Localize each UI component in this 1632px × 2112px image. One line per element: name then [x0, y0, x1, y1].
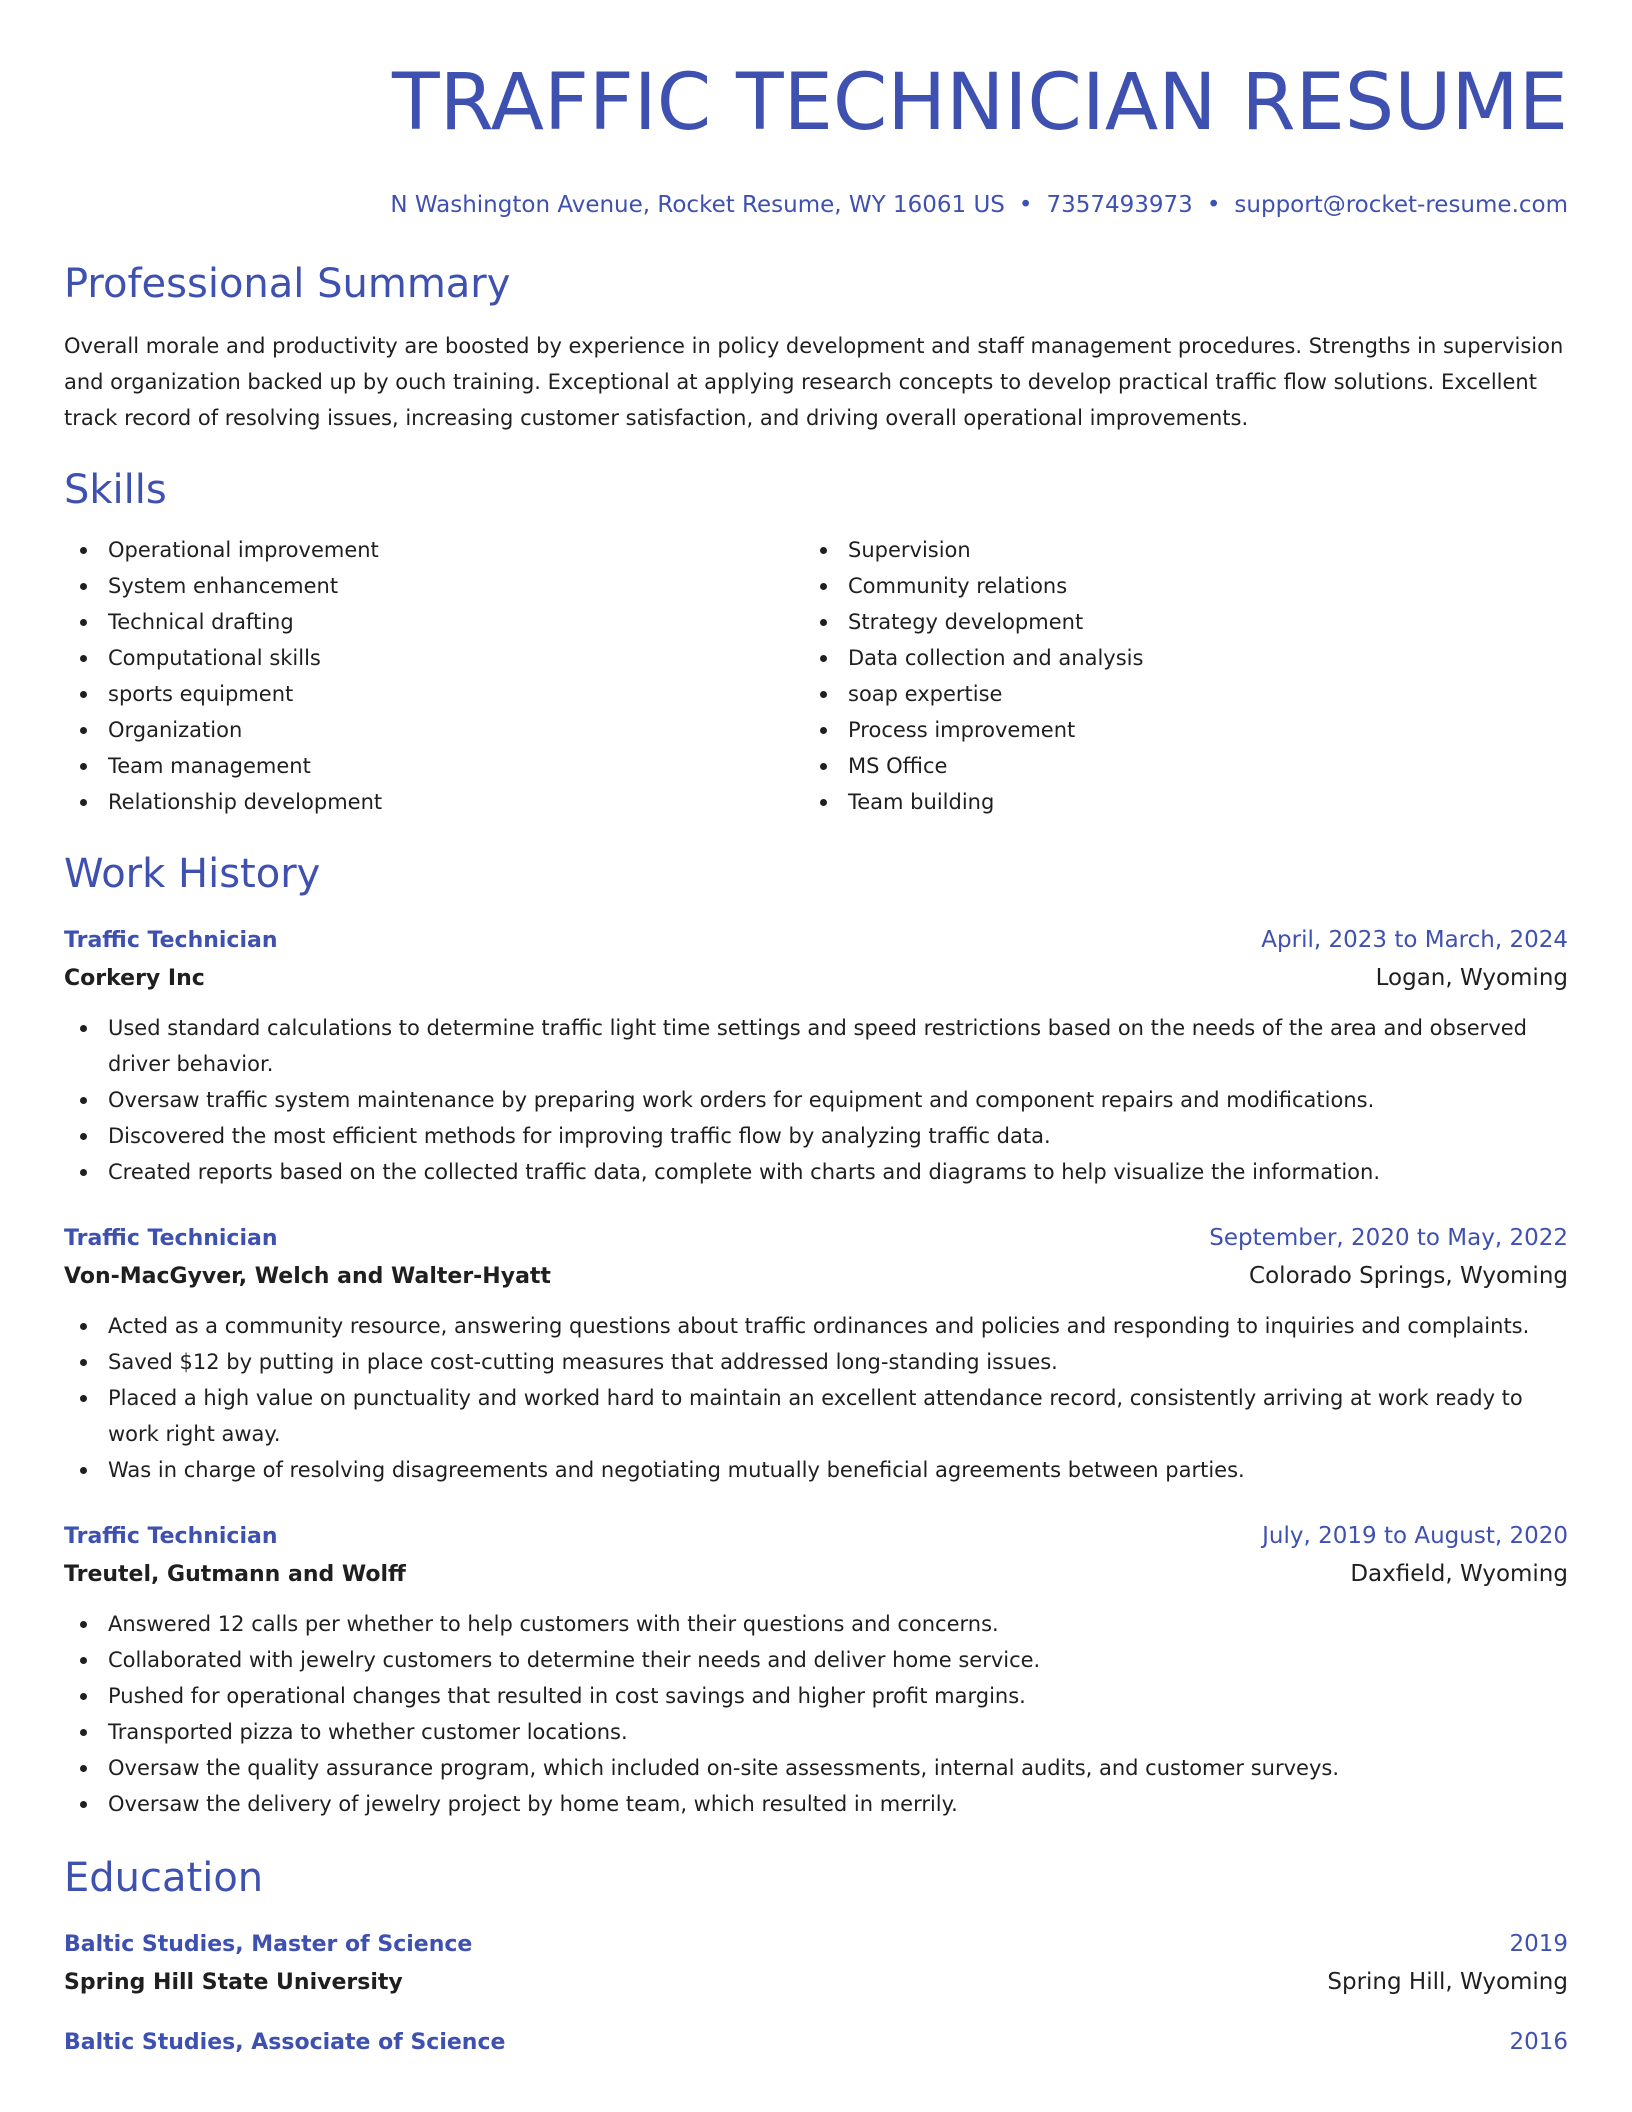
- job-company: Corkery Inc: [64, 966, 205, 991]
- education-degree-row: [64, 2024, 1568, 2061]
- skills-column-right: [804, 532, 1544, 820]
- skills-grid: [64, 532, 1568, 820]
- job-location: Daxfield, Wyoming: [1350, 1561, 1568, 1587]
- job-bullet: Created reports based on the collected traffic data, complete with charts and diagrams to help visualize the information.: [64, 1154, 1568, 1190]
- skill-item: Relationship development: [64, 784, 804, 820]
- job-entry: [64, 1518, 1568, 1822]
- education-entry: [64, 1926, 1568, 2002]
- education-school-row: [64, 1963, 1568, 2002]
- job-location: Logan, Wyoming: [1375, 965, 1568, 991]
- education-section: [64, 1852, 1568, 2061]
- section-heading: Education: [64, 1855, 264, 1901]
- job-bullet: Used standard calculations to determine traffic light time settings and speed restrictions based on the needs of the area and observed driver behavior.: [64, 1010, 1568, 1082]
- section-heading: Skills: [64, 467, 167, 513]
- summary-text: Overall morale and productivity are boosted by experience in policy development and staff management procedures. Strengths in supervision and organization backed up by ouch training. Exceptional at applying research concepts to develop practical traffic flow solutions. Excellent track record of resolving issues, increasing customer satisfaction, and driving overall operational improvements.: [64, 334, 1564, 430]
- job-location: Colorado Springs, Wyoming: [1249, 1263, 1568, 1289]
- skill-item: Team management: [64, 748, 804, 784]
- job-bullet: Collaborated with jewelry customers to determine their needs and deliver home service.: [64, 1642, 1568, 1678]
- contact-line: [64, 190, 1568, 220]
- education-location: Spring Hill, Wyoming: [1327, 1969, 1568, 1995]
- job-bullet: Oversaw the delivery of jewelry project by home team, which resulted in merrily.: [64, 1786, 1568, 1822]
- job-bullet: Placed a high value on punctuality and worked hard to maintain an excellent attendance record, consistently arriving at work ready to work right away.: [64, 1380, 1568, 1452]
- section-heading: Professional Summary: [64, 261, 511, 307]
- section-heading: Work History: [64, 851, 321, 897]
- skill-item: System enhancement: [64, 568, 804, 604]
- resume-title: TRAFFIC TECHNICIAN RESUME: [391, 58, 1568, 148]
- job-bullet: Acted as a community resource, answering questions about traffic ordinances and policies and responding to inquiries and complaints.: [64, 1308, 1568, 1344]
- job-entry: [64, 1220, 1568, 1488]
- job-role: Traffic Technician: [64, 1226, 278, 1251]
- job-dates: July, 2019 to August, 2020: [1262, 1523, 1568, 1549]
- education-year: 2016: [1509, 2029, 1568, 2055]
- education-degree: Baltic Studies, Associate of Science: [64, 2030, 506, 2055]
- skill-item: Data collection and analysis: [804, 640, 1544, 676]
- resume-header: [64, 0, 1568, 220]
- work-history-section: [64, 848, 1568, 1822]
- skill-item: Operational improvement: [64, 532, 804, 568]
- education-degree: Baltic Studies, Master of Science: [64, 1932, 473, 1957]
- skill-item: Team building: [804, 784, 1544, 820]
- contact-separator: •: [1018, 192, 1033, 218]
- education-school: Spring Hill State University: [64, 1970, 403, 1995]
- job-bullet: Discovered the most efficient methods for improving traffic flow by analyzing traffic data.: [64, 1118, 1568, 1154]
- contact-separator: •: [1206, 192, 1221, 218]
- education-year: 2019: [1509, 1931, 1568, 1957]
- job-company: Treutel, Gutmann and Wolff: [64, 1562, 406, 1587]
- job-role: Traffic Technician: [64, 1524, 278, 1549]
- job-entry: [64, 922, 1568, 1190]
- job-bullet: Transported pizza to whether customer locations.: [64, 1714, 1568, 1750]
- skill-item: MS Office: [804, 748, 1544, 784]
- job-company-row: [64, 1257, 1568, 1296]
- skills-column-left: [64, 532, 804, 820]
- skill-item: sports equipment: [64, 676, 804, 712]
- job-dates: September, 2020 to May, 2022: [1209, 1225, 1568, 1251]
- job-company-row: [64, 959, 1568, 998]
- job-bullet: Pushed for operational changes that resulted in cost savings and higher profit margins.: [64, 1678, 1568, 1714]
- education-entry: [64, 2024, 1568, 2061]
- contact-email[interactable]: support@rocket-resume.com: [1234, 192, 1568, 218]
- skill-item: Organization: [64, 712, 804, 748]
- job-bullet: Oversaw the quality assurance program, which included on-site assessments, internal audits, and customer surveys.: [64, 1750, 1568, 1786]
- education-degree-row: [64, 1926, 1568, 1963]
- job-bullet: Saved $12 by putting in place cost-cutting measures that addressed long-standing issues.: [64, 1344, 1568, 1380]
- job-bullet: Answered 12 calls per whether to help customers with their questions and concerns.: [64, 1606, 1568, 1642]
- skill-item: Computational skills: [64, 640, 804, 676]
- job-title-row: [64, 922, 1568, 959]
- job-bullets: [64, 1606, 1568, 1822]
- job-title-row: [64, 1518, 1568, 1555]
- contact-phone: 7357493973: [1046, 192, 1193, 218]
- skill-item: soap expertise: [804, 676, 1544, 712]
- professional-summary-section: [64, 258, 1568, 436]
- contact-address: N Washington Avenue, Rocket Resume, WY 16061 US: [390, 192, 1005, 218]
- job-bullets: [64, 1308, 1568, 1488]
- job-company: Von-MacGyver, Welch and Walter-Hyatt: [64, 1264, 551, 1289]
- job-role: Traffic Technician: [64, 928, 278, 953]
- job-bullets: [64, 1010, 1568, 1190]
- job-title-row: [64, 1220, 1568, 1257]
- skill-item: Strategy development: [804, 604, 1544, 640]
- skill-item: Supervision: [804, 532, 1544, 568]
- skills-section: [64, 464, 1568, 820]
- job-bullet: Was in charge of resolving disagreements and negotiating mutually beneficial agreements between parties.: [64, 1452, 1568, 1488]
- skill-item: Process improvement: [804, 712, 1544, 748]
- skill-item: Community relations: [804, 568, 1544, 604]
- job-dates: April, 2023 to March, 2024: [1261, 927, 1568, 953]
- skill-item: Technical drafting: [64, 604, 804, 640]
- job-bullet: Oversaw traffic system maintenance by preparing work orders for equipment and component repairs and modifications.: [64, 1082, 1568, 1118]
- job-company-row: [64, 1555, 1568, 1594]
